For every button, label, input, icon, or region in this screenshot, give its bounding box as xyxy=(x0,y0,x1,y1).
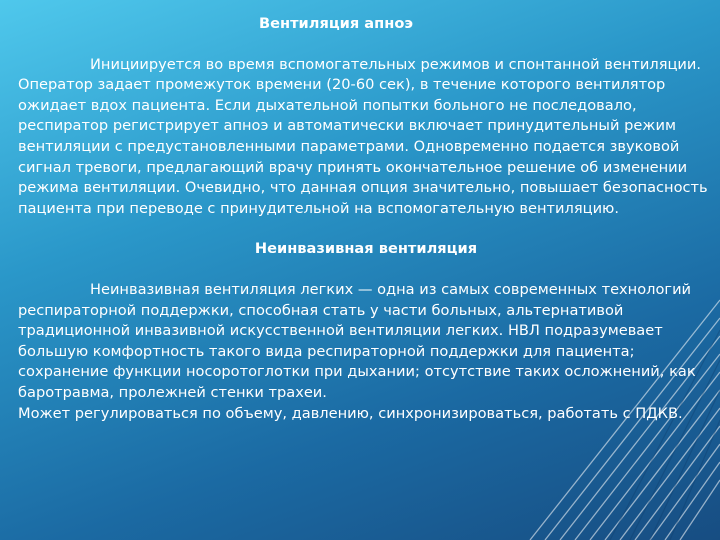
niv-paragraph: Неинвазивная вентиляция легких — одна из самых современных технологий респираторной поддержки, способная стать у части больных, альтернативой традиционной инвазивной искусственной вентиляции легких. НВЛ подразумевает большую комфортность такого вида респираторной поддержки для пациента; сохранение функции носоротоглотки при дыхании; отсутствие таких осложнений, как баротравма, пролежней стенки трахеи. xyxy=(18,280,696,401)
apnea-paragraph: Инициируется во время вспомогательных режимов и спонтанной вентиляции. Оператор задает промежуток времени (20-60 сек), в течение которого вентилятор ожидает вдох пациента. Если дыхательной попытки больного не последовало, респиратор регистрирует апноэ и автоматически включает принудительный режим вентиляции с предустановленными параметрами. Одновременно подается звуковой сигнал тревоги, предлагающий врачу принять окончательное решение об изменении режима вентиляции. Очевидно, что данная опция значительно, повышает безопасность пациента при переводе с принудительной на вспомогательную вентиляцию. xyxy=(18,55,708,217)
section-heading-niv: Неинвазивная вентиляция xyxy=(254,240,478,258)
slide-content xyxy=(18,14,714,424)
niv-note: Может регулироваться по объему, давлению, синхронизироваться, работать с ПДКВ. xyxy=(18,404,683,422)
section-heading-apnea: Вентиляция апноэ xyxy=(258,15,414,32)
